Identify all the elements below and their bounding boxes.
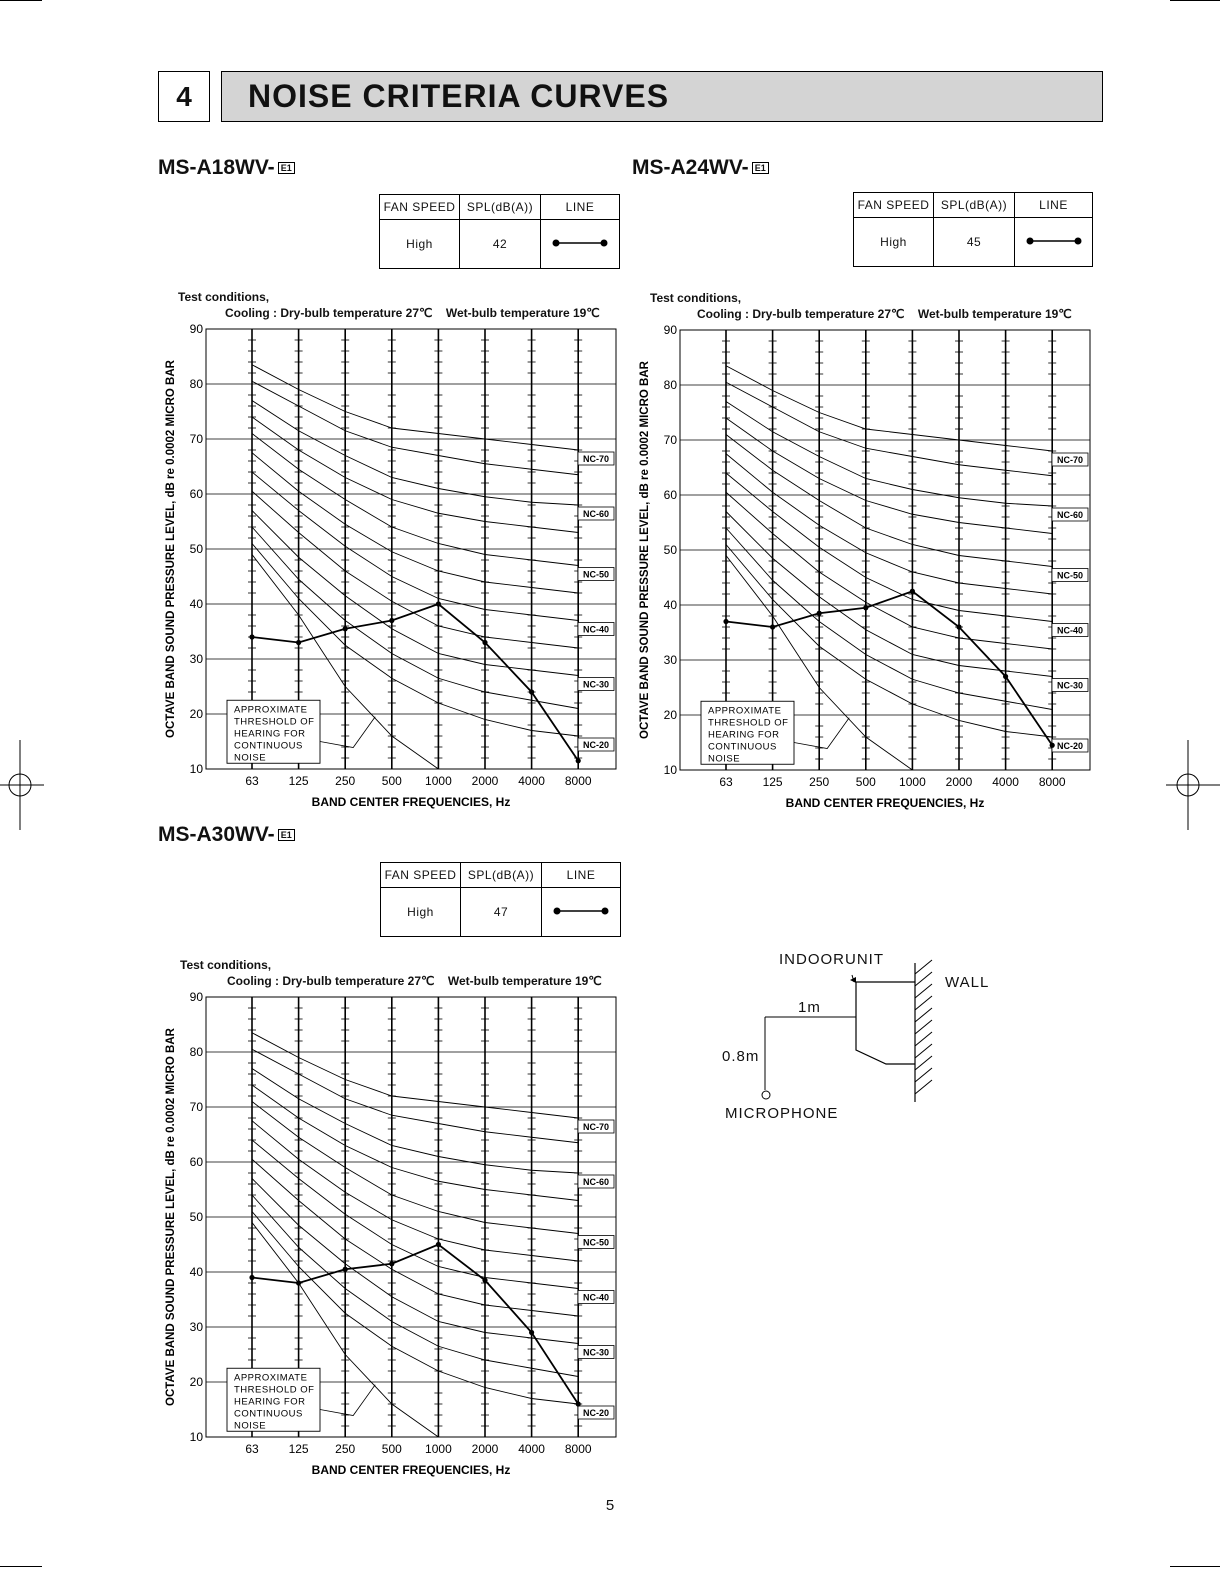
crop-mark [0,1566,42,1567]
threshold-note-line: NOISE [234,752,267,764]
test-conditions-title: Test conditions, [178,290,270,304]
x-tick-label: 2000 [471,1442,499,1456]
x-tick-label: 2000 [945,775,973,789]
nc-label: NC-50 [582,569,610,580]
nc-label: NC-70 [582,1122,610,1132]
measured-point [529,689,534,694]
x-axis-label: BAND CENTER FREQUENCIES, Hz [311,795,511,809]
y-tick-label: 90 [663,323,677,337]
y-tick-label: 20 [663,708,677,722]
wall-label: WALL [945,974,990,991]
measured-point [343,1267,348,1272]
microphone-label: MICROPHONE [725,1105,839,1122]
fan-speed-value: High [380,220,460,269]
x-tick-label: 125 [288,774,309,788]
threshold-note-line: NOISE [708,753,741,765]
fan-speed-header: FAN SPEED [380,195,460,220]
y-tick-label: 40 [189,597,203,611]
nc-label: NC-30 [582,679,610,690]
nc-chart-ms-a30wv [160,988,630,1483]
y-tick-label: 70 [189,1100,203,1114]
x-tick-label: 8000 [1038,775,1066,789]
measured-point [296,640,301,645]
nc-label: NC-30 [1056,680,1084,691]
y-tick-label: 20 [189,1375,203,1389]
nc-curve [252,1069,578,1174]
threshold-note-line: APPROXIMATE [708,705,782,717]
measured-point [249,1275,254,1280]
measured-point [296,1280,301,1285]
section-number: 4 [158,71,210,122]
y-axis-label: OCTAVE BAND SOUND PRESSURE LEVEL, dB re 0.0002 MICRO BAR [165,1028,177,1406]
x-tick-label: 125 [762,775,783,789]
nc-chart-ms-a24wv [634,321,1104,816]
measured-point [770,624,775,629]
test-conditions-line: Cooling : Dry-bulb temperature 27℃ Wet-bulb temperature 19℃ [697,307,1072,321]
threshold-note-line: CONTINUOUS [708,741,777,753]
nc-chart-ms-a18wv [160,320,630,815]
x-tick-label: 125 [288,1442,309,1456]
x-tick-label: 250 [335,1442,356,1456]
nc-label: NC-40 [582,1292,610,1303]
measured-point [436,601,441,606]
x-tick-label: 250 [809,775,830,789]
threshold-note-line: HEARING FOR [234,1396,306,1408]
measured-point [910,589,915,594]
nc-curve [252,417,578,533]
spl-header: SPL(dB(A)) [460,195,541,220]
line-legend [1015,218,1093,267]
x-tick-label: 63 [245,1442,259,1456]
line-legend [541,220,620,269]
threshold-note-line: THRESHOLD OF [234,1384,315,1396]
nc-curve [252,1121,578,1261]
y-axis-label: OCTAVE BAND SOUND PRESSURE LEVEL, dB re 0.0002 MICRO BAR [165,360,177,738]
threshold-note-line: HEARING FOR [708,729,780,741]
x-tick-label: 1000 [425,774,452,788]
threshold-note-line: NOISE [234,1420,267,1432]
nc-label: NC-20 [1056,741,1084,751]
measured-point [576,1401,581,1406]
measured-point [482,1278,487,1283]
x-tick-label: 250 [335,774,356,788]
threshold-pointer [794,718,849,749]
spl-value: 45 [934,218,1015,267]
nc-label: NC-60 [582,509,610,519]
x-tick-label: 8000 [564,774,592,788]
x-tick-label: 4000 [518,1442,545,1456]
measured-point [1003,674,1008,679]
x-tick-label: 500 [381,774,402,788]
spl-value: 47 [461,888,542,937]
nc-label: NC-70 [582,454,610,464]
y-tick-label: 10 [189,762,203,776]
threshold-note-line: CONTINUOUS [234,740,303,752]
section-title: NOISE CRITERIA CURVES [221,71,1103,122]
spl-header: SPL(dB(A)) [934,193,1015,218]
page-number: 5 [605,1497,615,1514]
nc-curve [252,1159,578,1316]
y-tick-label: 60 [189,487,203,501]
nc-curve [252,401,578,506]
y-tick-label: 20 [189,707,203,721]
crop-mark [0,0,42,1]
y-tick-label: 90 [189,322,203,336]
x-tick-label: 1000 [899,775,926,789]
y-tick-label: 60 [189,1155,203,1169]
nc-label: NC-40 [1056,625,1084,636]
fan-speed-value: High [381,888,461,937]
x-tick-label: 1000 [425,1442,452,1456]
nc-curve [726,402,1052,507]
measured-point [529,1330,534,1335]
registration-mark [1166,740,1220,830]
model-title: MS-A18WV- E1 [158,156,295,180]
y-tick-label: 10 [189,1430,203,1444]
indoor-unit-outline [856,982,915,1064]
measured-point [576,758,581,763]
nc-curve [252,1085,578,1201]
test-conditions-title: Test conditions, [650,291,742,305]
nc-curve [252,1102,578,1234]
nc-curve [252,453,578,593]
nc-label: NC-30 [582,1347,610,1358]
nc-label: NC-50 [1056,570,1084,581]
spec-table [379,194,620,269]
y-tick-label: 80 [189,377,203,391]
wall-hatch [915,960,932,1094]
y-tick-label: 50 [663,543,677,557]
y-axis-label: OCTAVE BAND SOUND PRESSURE LEVEL, dB re 0.0002 MICRO BAR [639,361,651,739]
x-tick-label: 4000 [992,775,1019,789]
measured-point [863,605,868,610]
x-tick-label: 500 [381,1442,402,1456]
fan-speed-value: High [854,218,934,267]
y-tick-label: 80 [663,378,677,392]
nc-label: NC-60 [1056,510,1084,520]
nc-curve [726,418,1052,534]
y-tick-label: 30 [189,1320,203,1334]
x-tick-label: 63 [719,775,733,789]
y-tick-label: 10 [663,763,677,777]
line-header: LINE [541,195,620,220]
threshold-pointer [320,1385,375,1416]
nc-curve [252,491,578,648]
threshold-note-line: THRESHOLD OF [234,716,315,728]
y-tick-label: 80 [189,1045,203,1059]
y-tick-label: 40 [189,1265,203,1279]
y-tick-label: 50 [189,542,203,556]
nc-label: NC-50 [582,1237,610,1248]
y-tick-label: 50 [189,1210,203,1224]
indoor-unit-label: INDOORUNIT [779,951,884,968]
test-conditions-line: Cooling : Dry-bulb temperature 27℃ Wet-bulb temperature 19℃ [227,974,602,988]
threshold-note-line: HEARING FOR [234,728,306,740]
x-axis-label: BAND CENTER FREQUENCIES, Hz [785,796,985,810]
line-legend [542,888,621,937]
measured-point [343,626,348,631]
measured-point [482,640,487,645]
spec-table [380,862,621,937]
measured-point [249,634,254,639]
y-tick-label: 30 [663,653,677,667]
measured-point [1050,743,1055,748]
fan-speed-header: FAN SPEED [854,193,934,218]
x-tick-label: 4000 [518,774,545,788]
model-title: MS-A24WV- E1 [632,156,769,180]
spec-table [853,192,1093,267]
line-header: LINE [542,863,621,888]
height-label: 0.8m [722,1048,760,1065]
y-tick-label: 70 [663,433,677,447]
measured-point [389,618,394,623]
x-axis-label: BAND CENTER FREQUENCIES, Hz [311,1463,511,1477]
distance-label: 1m [798,999,821,1016]
y-tick-label: 30 [189,652,203,666]
crop-mark [1170,0,1220,1]
nc-curve [252,434,578,566]
threshold-pointer [320,717,375,748]
measured-point [389,1261,394,1266]
x-tick-label: 8000 [564,1442,592,1456]
x-tick-label: 2000 [471,774,499,788]
measured-point [956,624,961,629]
nc-label: NC-20 [582,1408,610,1418]
y-tick-label: 40 [663,598,677,612]
test-conditions-line: Cooling : Dry-bulb temperature 27℃ Wet-bulb temperature 19℃ [225,306,600,320]
fan-speed-header: FAN SPEED [381,863,461,888]
x-tick-label: 500 [855,775,876,789]
nc-label: NC-60 [582,1177,610,1187]
threshold-note-line: CONTINUOUS [234,1408,303,1420]
threshold-note-line: THRESHOLD OF [708,717,789,729]
spl-value: 42 [460,220,541,269]
registration-mark [0,740,44,830]
y-tick-label: 90 [189,990,203,1004]
measured-point [723,619,728,624]
crop-mark [1170,1566,1220,1567]
y-tick-label: 60 [663,488,677,502]
measured-point [817,611,822,616]
nc-label: NC-70 [1056,455,1084,465]
nc-curve [726,454,1052,594]
nc-label: NC-40 [582,624,610,635]
x-tick-label: 63 [245,774,259,788]
nc-label: NC-20 [582,740,610,750]
line-header: LINE [1015,193,1093,218]
threshold-note-line: APPROXIMATE [234,1372,308,1384]
microphone-icon [762,1091,770,1099]
threshold-note-line: APPROXIMATE [234,704,308,716]
measured-point [436,1242,441,1247]
spl-header: SPL(dB(A)) [461,863,542,888]
model-title: MS-A30WV- E1 [158,823,295,847]
test-conditions-title: Test conditions, [180,958,272,972]
y-tick-label: 70 [189,432,203,446]
nc-curve [726,435,1052,567]
